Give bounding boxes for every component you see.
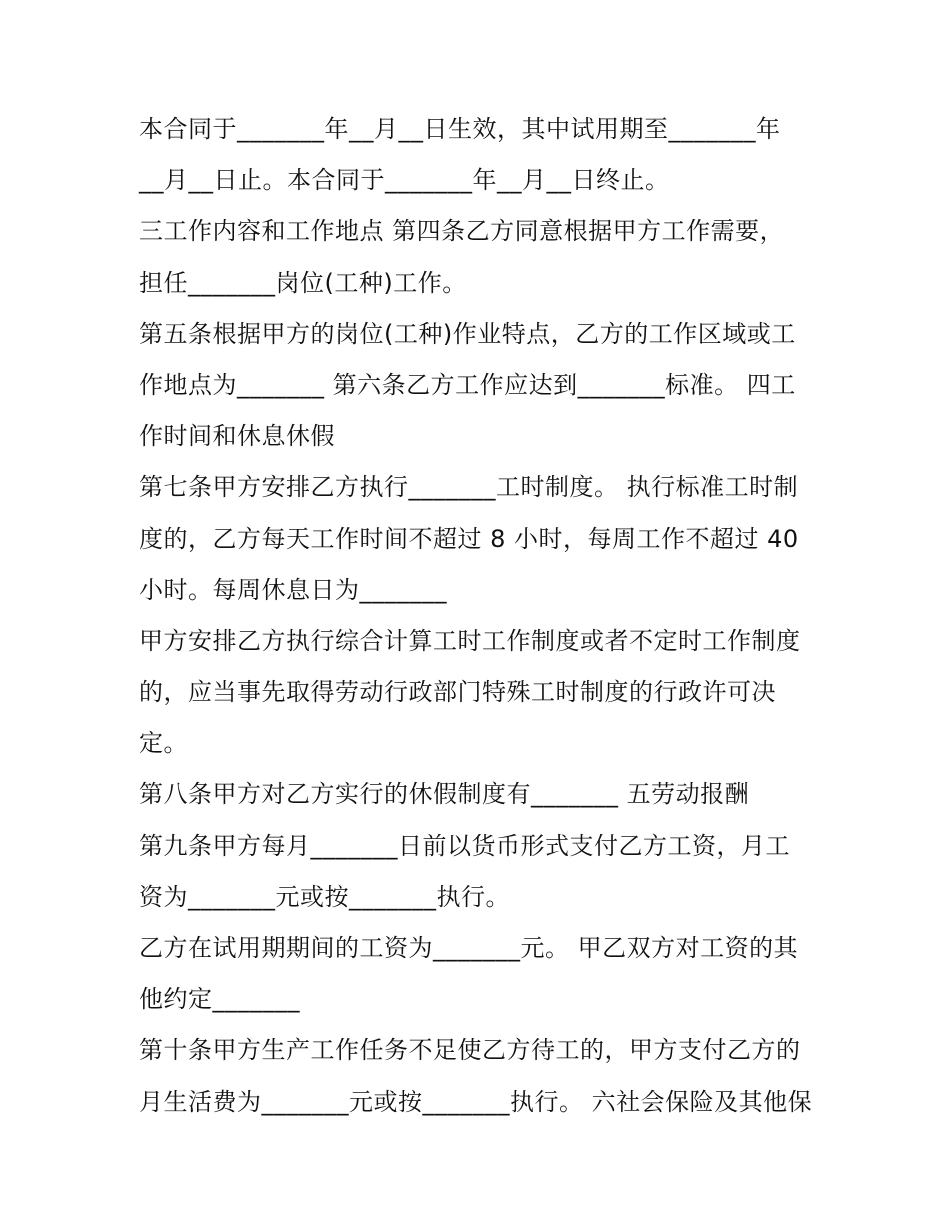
text-line: 乙方在试用期期间的工资为_______元。 甲乙双方对工资的其 [139,934,799,962]
text-line: 资为_______元或按_______执行。 [139,882,510,911]
text-line: 担任_______岗位(工种)工作。 [139,268,467,297]
text-line: 月生活费为_______元或按_______执行。 六社会保险及其他保 [139,1087,813,1116]
text-line: __月__日止。本合同于_______年__月__日终止。 [139,166,670,195]
text-line: 定。 [139,729,188,758]
text-line: 他约定_______ [139,985,300,1014]
text-line: 本合同于_______年__月__日生效，其中试用期至_______年 [139,115,781,143]
text-line: 第五条根据甲方的岗位(工种)作业特点，乙方的工作区域或工 [139,319,796,348]
contract-text [139,104,829,1128]
text-line: 小时。每周休息日为_______ [139,575,447,604]
text-line: 作时间和休息休假 [139,422,335,451]
text-line: 第十条甲方生产工作任务不足使乙方待工的，甲方支付乙方的 [139,1036,801,1065]
text-line: 第九条甲方每月_______日前以货币形式支付乙方工资，月工 [139,831,790,860]
text-line: 作地点为_______ 第六条乙方工作应达到_______标准。 四工 [139,370,796,399]
text-line: 第七条甲方安排乙方执行_______工时制度。 执行标准工时制 [139,473,799,502]
text-line: 度的，乙方每天工作时间不超过 8 小时，每周工作不超过 40 [139,524,799,553]
text-line: 三工作内容和工作地点 第四条乙方同意根据甲方工作需要， [139,217,785,246]
text-line: 甲方安排乙方执行综合计算工时工作制度或者不定时工作制度 [139,626,801,655]
text-line: 第八条甲方对乙方实行的休假制度有_______ 五劳动报酬 [139,780,750,809]
text-line: 的，应当事先取得劳动行政部门特殊工时制度的行政许可决 [139,678,776,707]
